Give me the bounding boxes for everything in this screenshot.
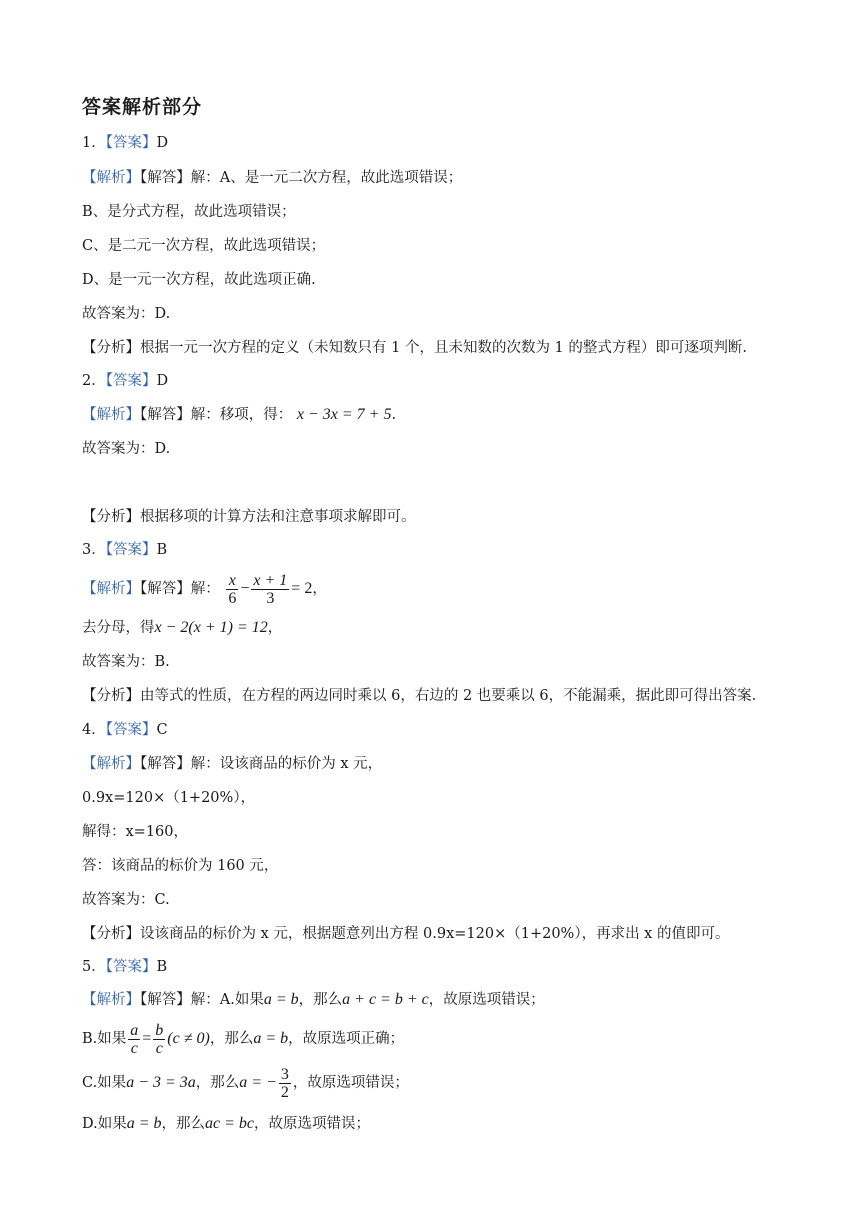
q4-step-3: 解得：x=160， bbox=[82, 824, 189, 840]
q3-answer-line bbox=[82, 540, 167, 560]
q3-step-2-text: 去分母，得 bbox=[82, 620, 155, 636]
q5-c-math-2: a = − bbox=[239, 1074, 277, 1091]
q5-answer-line bbox=[82, 957, 167, 977]
q4-solution-line bbox=[82, 754, 382, 774]
q3-step-2 bbox=[82, 618, 282, 638]
analysis-tag: 【解析】 bbox=[82, 992, 140, 1008]
q3-step-text: 解： bbox=[190, 581, 220, 597]
q1-solution-line bbox=[82, 168, 462, 188]
denominator: 6 bbox=[228, 589, 237, 607]
numerator: b bbox=[155, 1021, 164, 1039]
solution-tag: 【解答】 bbox=[140, 756, 191, 772]
answer-tag: 【答案】 bbox=[105, 135, 157, 151]
numerator: x bbox=[226, 572, 238, 590]
solution-tag: 【解答】 bbox=[140, 407, 191, 423]
q5-number: 5． bbox=[82, 959, 106, 975]
q4-fenxi: 设该商品的标价为 x 元，根据题意列出方程 0.9x=120×（1+20%），再求出 x 的值即可。 bbox=[140, 926, 730, 942]
fenxi-tag: 【分析】 bbox=[82, 688, 140, 704]
fenxi-tag: 【分析】 bbox=[82, 509, 140, 525]
page-heading: 答案解析部分 bbox=[82, 96, 203, 118]
q5-b-condition: (c ≠ 0) bbox=[167, 1030, 210, 1047]
answer-tag: 【答案】 bbox=[105, 722, 157, 738]
denominator: c bbox=[155, 1039, 163, 1057]
q1-step-1: 解：A、是一元二次方程，故此选项错误； bbox=[190, 170, 463, 186]
q3-fraction-2 bbox=[251, 572, 289, 607]
q2-fenxi: 根据移项的计算方法和注意事项求解即可。 bbox=[140, 509, 416, 525]
q5-c-end: ，故原选项错误； bbox=[292, 1075, 409, 1091]
q5-a-mid: ，那么 bbox=[298, 992, 343, 1008]
solution-tag: 【解答】 bbox=[140, 992, 191, 1008]
q2-conclusion: 故答案为：D. bbox=[82, 441, 171, 457]
q3-answer: B bbox=[156, 542, 168, 558]
q5-option-b bbox=[82, 1020, 404, 1058]
denominator: c bbox=[130, 1039, 138, 1057]
q4-step-4: 答：该商品的标价为 160 元， bbox=[82, 858, 279, 874]
q5-a-math-2: a + c = b + c bbox=[342, 991, 429, 1008]
q5-d-end: ，故原选项错误； bbox=[254, 1116, 371, 1132]
q4-number: 4． bbox=[82, 722, 106, 738]
q2-answer: D bbox=[156, 373, 169, 389]
q5-b-mid: ，那么 bbox=[209, 1031, 254, 1047]
q1-answer-line bbox=[82, 133, 168, 153]
fenxi-tag: 【分析】 bbox=[82, 340, 140, 356]
q3-conclusion: 故答案为：B. bbox=[82, 654, 170, 670]
q1-step-2: B、是分式方程，故此选项错误； bbox=[82, 204, 296, 220]
q3-solution-line bbox=[82, 570, 327, 608]
q5-b-fraction-1 bbox=[128, 1022, 140, 1057]
q5-d-math-1: a = b bbox=[126, 1115, 162, 1132]
q5-option-d bbox=[82, 1114, 370, 1134]
q5-d-math-2: ac = bc bbox=[205, 1115, 255, 1132]
q1-number: 1． bbox=[82, 135, 106, 151]
q5-b-fraction-2 bbox=[153, 1022, 165, 1057]
q1-fenxi: 根据一元一次方程的定义（未知数只有 1 个，且未知数的次数为 1 的整式方程）即可逐项判断. bbox=[140, 340, 747, 356]
q5-option-a bbox=[82, 990, 545, 1010]
q5-a-math-1: a = b bbox=[263, 991, 299, 1008]
q5-a-text: 解：A.如果 bbox=[190, 992, 264, 1008]
q4-conclusion: 故答案为：C. bbox=[82, 892, 170, 908]
q3-equation-2: x − 2(x + 1) = 12 bbox=[154, 619, 268, 636]
q1-step-3: C、是二元一次方程，故此选项错误； bbox=[82, 238, 326, 254]
q4-answer-line bbox=[82, 720, 168, 740]
q5-b-end: ，故原选项正确； bbox=[288, 1031, 405, 1047]
fenxi-tag: 【分析】 bbox=[82, 926, 140, 942]
solution-tag: 【解答】 bbox=[140, 170, 191, 186]
q2-step-text: 解：移项，得： bbox=[190, 407, 293, 423]
q3-fenxi: 由等式的性质，在方程的两边同时乘以 6，右边的 2 也要乘以 6，不能漏乘，据此即可得出答案. bbox=[140, 688, 757, 704]
q5-c-fraction bbox=[279, 1066, 291, 1101]
q4-fenxi-line bbox=[82, 924, 729, 944]
numerator: x + 1 bbox=[253, 571, 288, 589]
answer-tag: 【答案】 bbox=[105, 959, 157, 975]
q5-b-text: B.如果 bbox=[82, 1031, 127, 1047]
q5-d-mid: ，那么 bbox=[161, 1116, 206, 1132]
denominator: 2 bbox=[280, 1083, 289, 1101]
equals-sign: = bbox=[142, 1030, 152, 1047]
q5-b-math-2: a = b bbox=[253, 1030, 289, 1047]
analysis-tag: 【解析】 bbox=[82, 170, 140, 186]
denominator: 3 bbox=[266, 589, 275, 607]
q5-answer: B bbox=[156, 959, 168, 975]
q5-option-c bbox=[82, 1064, 409, 1102]
q2-solution-line bbox=[82, 405, 396, 425]
minus-sign: − bbox=[240, 580, 250, 597]
q2-step-end: . bbox=[391, 407, 397, 423]
q1-conclusion: 故答案为：D. bbox=[82, 306, 171, 322]
q5-a-end: ，故原选项错误； bbox=[428, 992, 545, 1008]
q5-d-text: D.如果 bbox=[82, 1116, 127, 1132]
q3-fenxi-line bbox=[82, 686, 756, 706]
q5-c-mid: ，那么 bbox=[195, 1075, 240, 1091]
q5-c-text: C.如果 bbox=[82, 1075, 127, 1091]
q3-fraction-1 bbox=[226, 572, 238, 607]
answer-tag: 【答案】 bbox=[105, 373, 157, 389]
q4-answer: C bbox=[156, 722, 168, 738]
answer-tag: 【答案】 bbox=[105, 542, 157, 558]
analysis-tag: 【解析】 bbox=[82, 407, 140, 423]
q3-step-2-end: ， bbox=[267, 620, 283, 636]
q3-step-end: ， bbox=[312, 581, 327, 597]
solution-tag: 【解答】 bbox=[140, 581, 191, 597]
q1-answer: D bbox=[156, 135, 169, 151]
q2-answer-line bbox=[82, 371, 168, 391]
q5-c-math-1: a − 3 = 3a bbox=[126, 1074, 196, 1091]
q4-step-1: 解：设该商品的标价为 x 元， bbox=[190, 756, 383, 772]
numerator: a bbox=[130, 1021, 139, 1039]
q2-equation: x − 3x = 7 + 5 bbox=[296, 406, 392, 423]
analysis-tag: 【解析】 bbox=[82, 756, 140, 772]
q3-equation-tail: = 2 bbox=[291, 580, 313, 597]
q2-fenxi-line bbox=[82, 507, 416, 527]
analysis-tag: 【解析】 bbox=[82, 581, 140, 597]
q3-number: 3． bbox=[82, 542, 106, 558]
q1-step-4: D、是一元一次方程，故此选项正确. bbox=[82, 272, 316, 288]
numerator: 3 bbox=[280, 1065, 289, 1083]
q2-number: 2． bbox=[82, 373, 106, 389]
q4-step-2: 0.9x=120×（1+20%）， bbox=[82, 790, 256, 806]
q1-fenxi-line bbox=[82, 338, 747, 358]
